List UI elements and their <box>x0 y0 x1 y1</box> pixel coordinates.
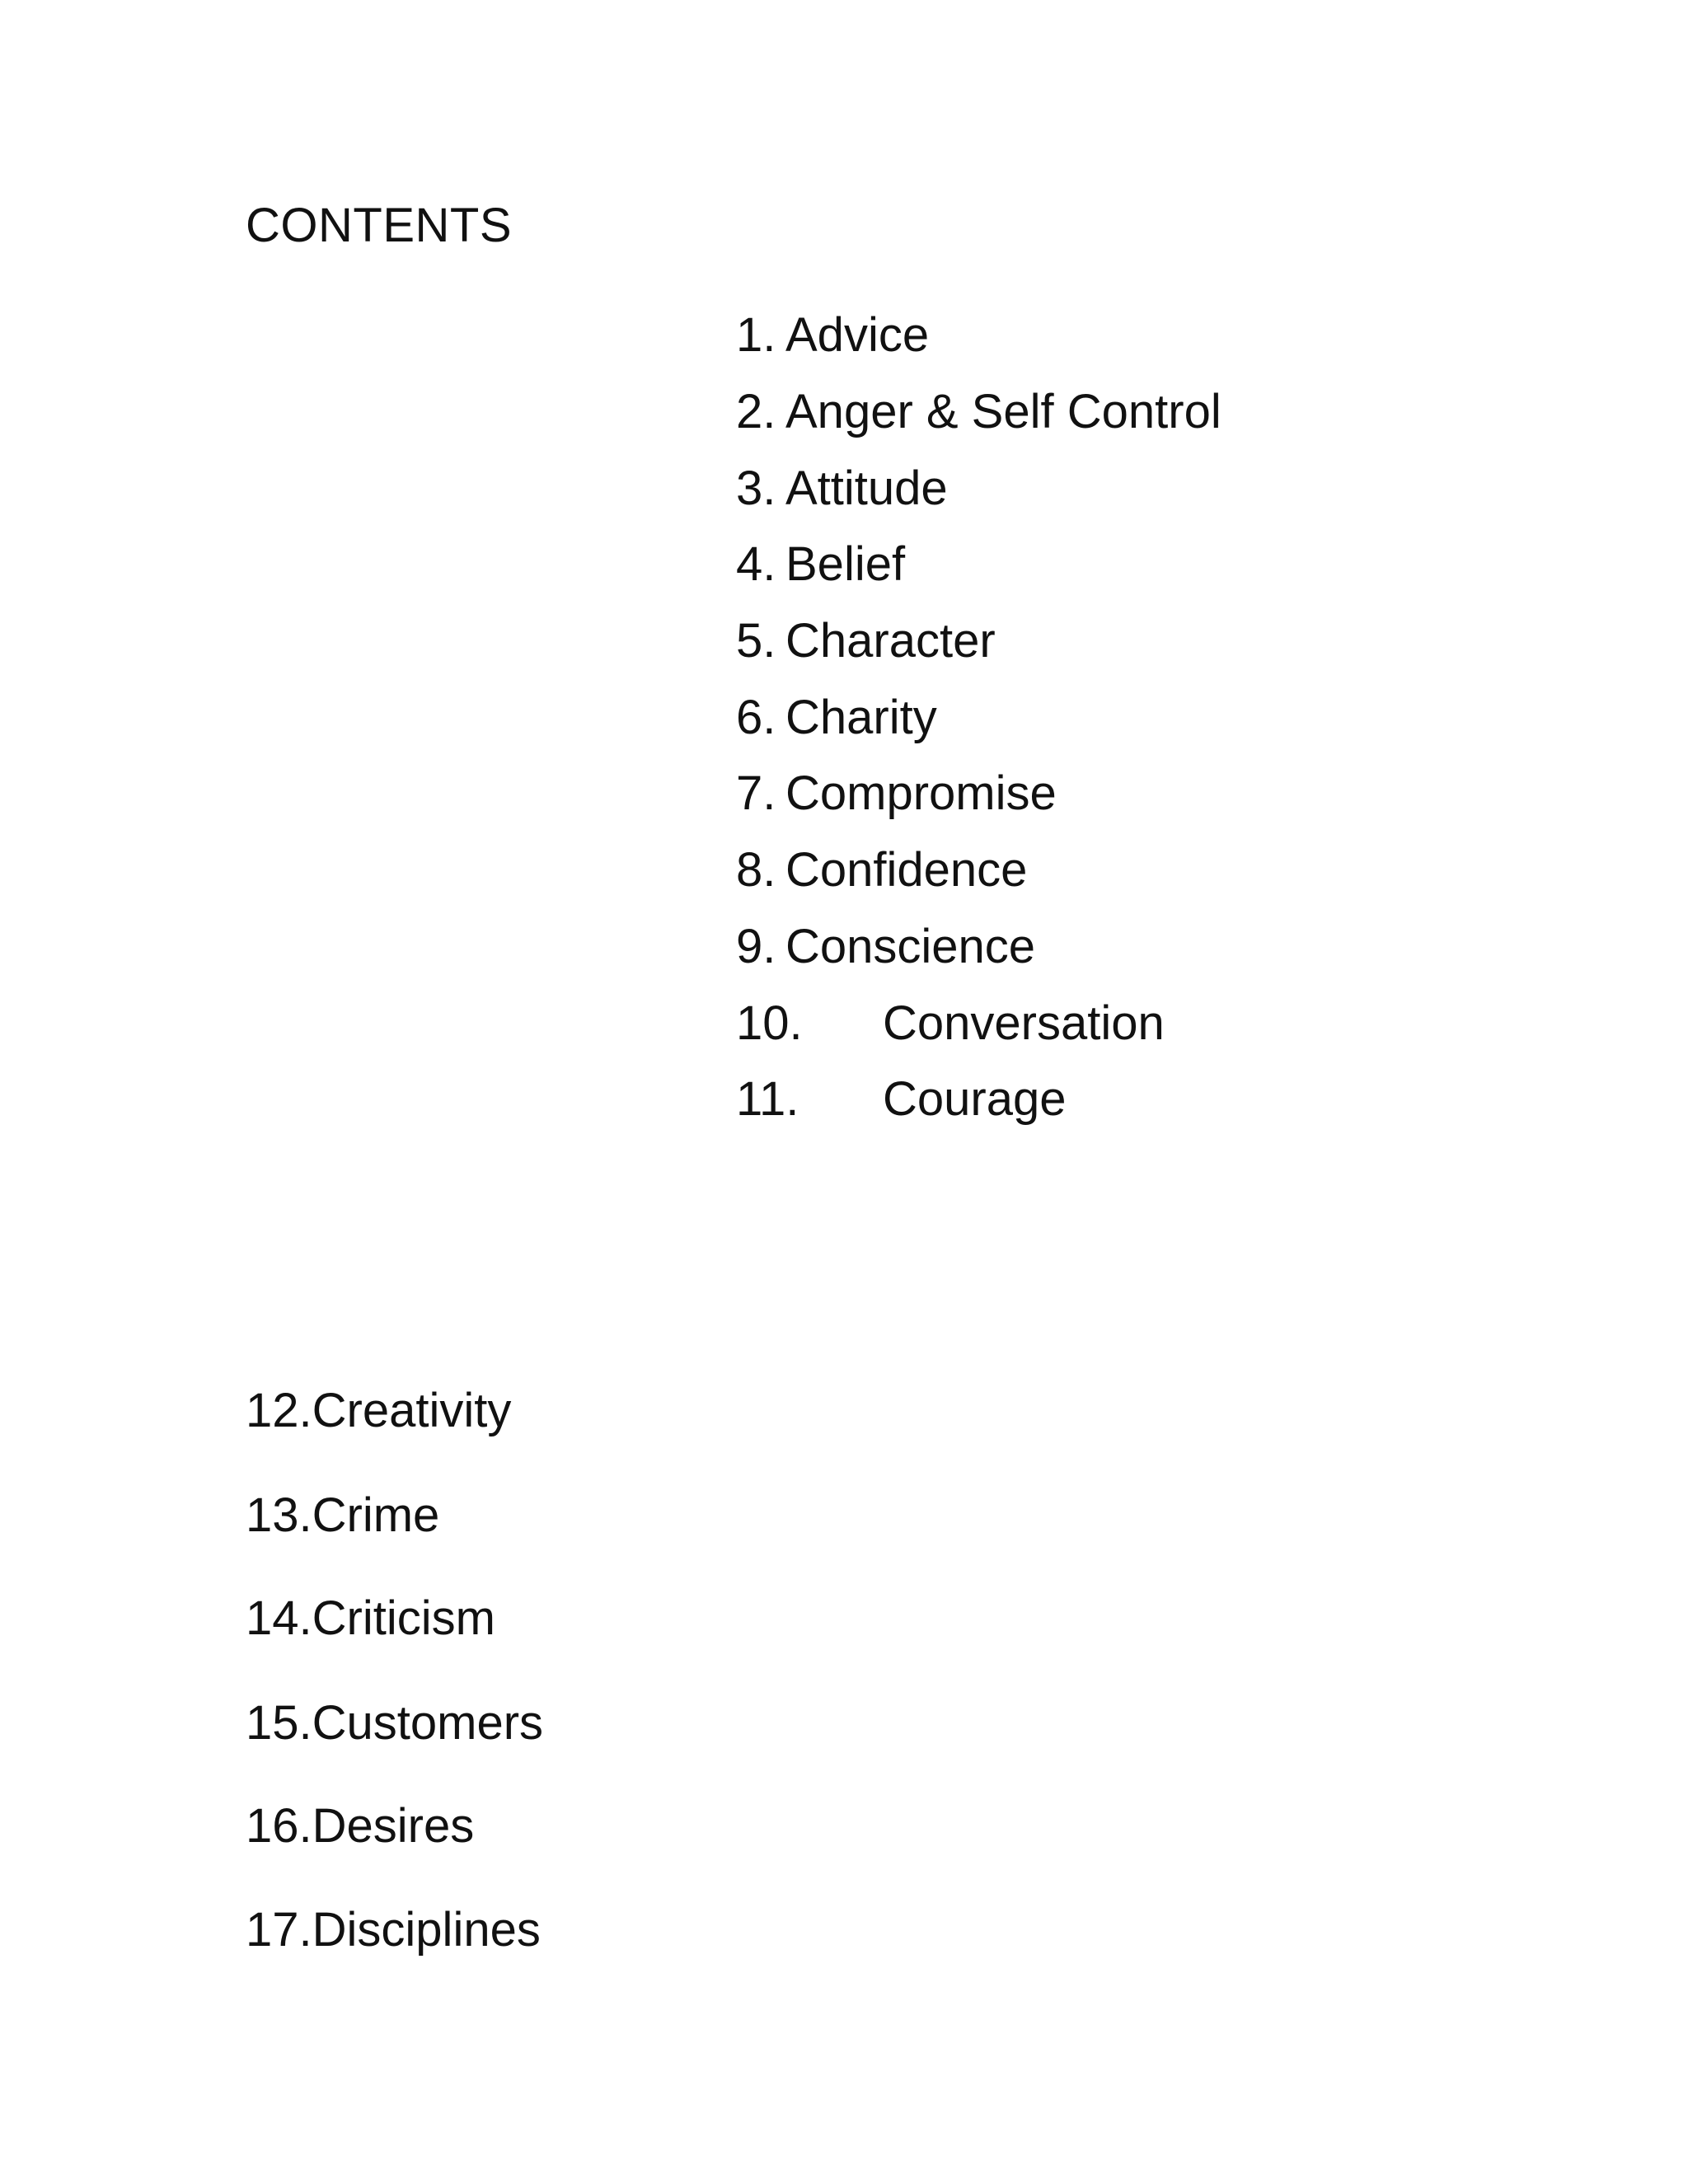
toc-entry-14 <box>246 1591 495 1645</box>
toc-entry-title: Anger & Self Control <box>785 385 1221 438</box>
toc-entry-number: 16. <box>246 1799 312 1853</box>
toc-entry-title: Creativity <box>312 1384 512 1437</box>
toc-entry-number: 8. <box>736 843 776 897</box>
toc-entry-7 <box>736 766 1057 820</box>
toc-entry-title: Advice <box>785 308 930 362</box>
toc-entry-16 <box>246 1799 475 1853</box>
toc-entry-number: 9. <box>736 920 776 973</box>
toc-entry-number: 13. <box>246 1488 312 1542</box>
toc-entry-number: 1. <box>736 308 776 362</box>
toc-entry-number: 17. <box>246 1903 312 1957</box>
toc-entry-10 <box>736 996 1165 1050</box>
toc-entry-title: Disciplines <box>312 1903 541 1957</box>
toc-entry-title: Courage <box>883 1072 1067 1126</box>
toc-entry-title: Conscience <box>785 920 1036 973</box>
toc-entry-number: 7. <box>736 766 776 820</box>
toc-entry-6 <box>736 691 937 744</box>
toc-entry-title: Customers <box>312 1696 544 1750</box>
toc-entry-8 <box>736 843 1028 897</box>
toc-entry-title: Character <box>785 614 996 668</box>
toc-entry-17 <box>246 1903 541 1957</box>
toc-entry-title: Criticism <box>312 1591 495 1645</box>
toc-entry-title: Crime <box>312 1488 440 1542</box>
toc-entry-number: 3. <box>736 462 776 515</box>
toc-entry-title: Confidence <box>785 843 1028 897</box>
toc-entry-number: 6. <box>736 691 776 744</box>
toc-entry-4 <box>736 537 906 591</box>
toc-entry-2 <box>736 385 1221 438</box>
toc-entry-15 <box>246 1696 544 1750</box>
toc-entry-number: 5. <box>736 614 776 668</box>
toc-entry-number: 2. <box>736 385 776 438</box>
toc-entry-number: 12. <box>246 1384 312 1437</box>
toc-entry-3 <box>736 462 948 515</box>
toc-entry-number: 15. <box>246 1696 312 1750</box>
toc-entry-title: Conversation <box>883 996 1165 1050</box>
toc-entry-title: Belief <box>785 537 906 591</box>
toc-entry-9 <box>736 920 1036 973</box>
toc-entry-title: Desires <box>312 1799 475 1853</box>
toc-entry-title: Attitude <box>785 462 948 515</box>
toc-entry-number: 11. <box>736 1072 799 1126</box>
toc-entry-13 <box>246 1488 440 1542</box>
toc-entry-title: Compromise <box>785 766 1057 820</box>
toc-entry-11 <box>736 1072 1067 1126</box>
toc-entry-12 <box>246 1384 512 1437</box>
toc-entry-5 <box>736 614 996 668</box>
toc-entry-number: 10. <box>736 996 803 1050</box>
toc-entry-1 <box>736 308 930 362</box>
toc-entry-number: 14. <box>246 1591 312 1645</box>
toc-entry-title: Charity <box>785 691 937 744</box>
contents-heading: CONTENTS <box>246 199 512 252</box>
toc-entry-number: 4. <box>736 537 776 591</box>
